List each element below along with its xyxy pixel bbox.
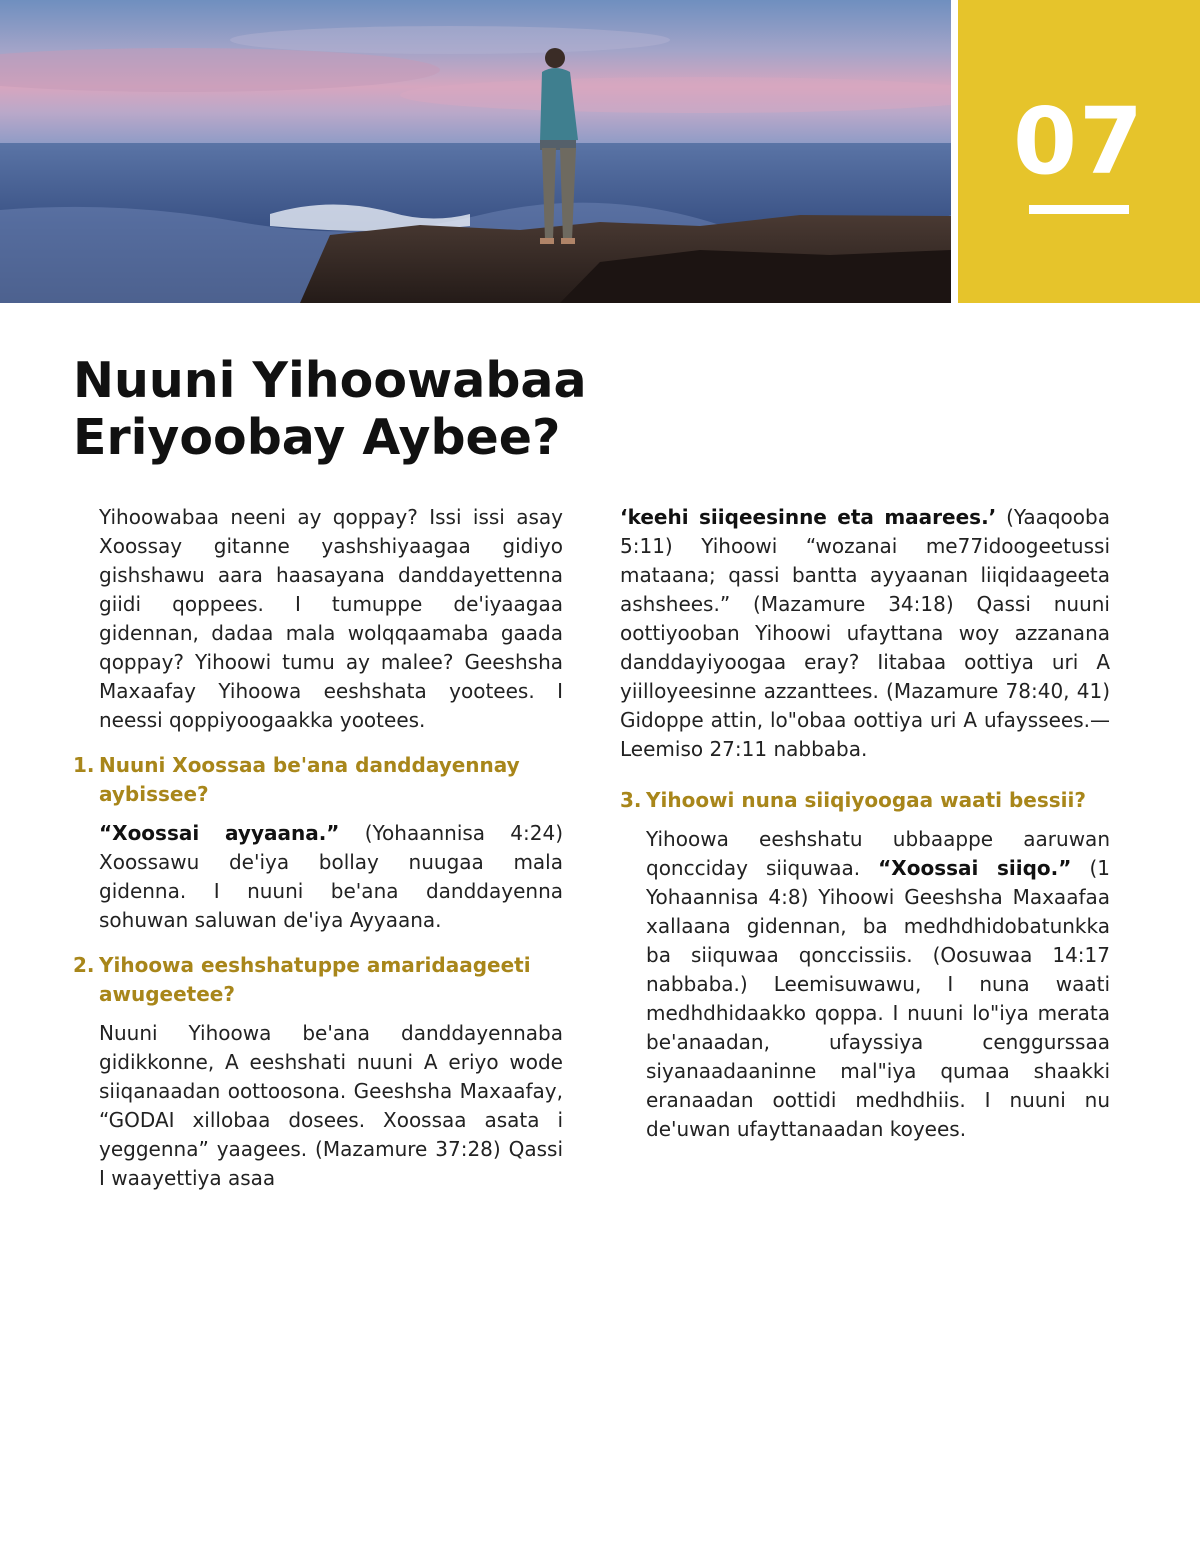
intro-paragraph: Yihoowabaa neeni ay qoppay? Issi issi asay Xoossay gitanne yashshiyaagaa gidiyo gishshawu aara haasayana danddayettenna giidi qoppees. I tumuppe de'iyaagaa gidennan, dadaa mala wolqqaamaba gaada qoppay? Yihoowi tumu ay malee? Geeshsha Maxaafay Yihoowa eeshshata yootees. I neessi qoppiyoogaakka yootees. — [99, 505, 563, 732]
right-column — [620, 503, 1110, 1144]
answer-3 — [620, 825, 1110, 1144]
lesson-number: 07 — [1012, 88, 1146, 195]
left-column — [73, 503, 563, 1193]
question-1-text: Nuuni Xoossaa be'ana danddayennay aybissee? — [99, 753, 520, 806]
answer-2-part-a: Nuuni Yihoowa be'ana danddayennaba gidikkonne, A eeshshati nuuni A eriyo wode siiqanaadan oottoosona. Geeshsha Maxaafay, “GODAI xillobaa dosees. Xoossaa asata i yeggenna” yaagees. (Mazamure 37:28) Qassi I waayettiya asaa — [99, 1021, 563, 1190]
question-1 — [73, 751, 563, 809]
question-2-number: 2. — [73, 953, 95, 977]
answer-3-bold: “Xoossai siiqo.” — [878, 856, 1072, 880]
badge-underline — [1029, 205, 1129, 214]
question-3-text: Yihoowi nuna siiqiyoogaa waati bessii? — [646, 788, 1086, 812]
answer-3-part-a: Yihoowa eeshshatu ubbaappe aaruwan qoncciday siiquwaa. — [646, 827, 1110, 880]
question-2 — [73, 951, 563, 1009]
answer-3-part-b: (1 Yohaannisa 4:8) Yihoowi Geeshsha Maxaafaa xallaana gidennan, ba medhdhidobatunkka ba siiquwaa qonccissiis. (Oosuwaa 14:17 nabbaba.) Leemisuwawu, I nuna waati medhdhidaakko qoppa. I nuuni lo"iya merata be'anaadan, ufayssiya cenggurssaa siyanaadaaninne mal"iya qumaa shaakki eranaadan oottidi medhdhiis. I nuuni nu de'uwan ufayttanaadan koyees. — [646, 856, 1110, 1141]
title-line-1: Nuuni Yihoowabaa — [73, 352, 587, 409]
man-on-rocky-shore-photo — [0, 0, 951, 303]
answer-1-text: (Yohaannisa 4:24) Xoossawu de'iya bollay nuugaa mala gidenna. I nuuni be'ana danddayenna sohuwan saluwan de'iya Ayyaana. — [99, 821, 563, 932]
question-3 — [620, 786, 1110, 815]
question-3-number: 3. — [620, 788, 642, 812]
answer-2-bold: ‘keehi siiqeesinne eta maarees.’ — [620, 505, 997, 529]
question-2-text: Yihoowa eeshshatuppe amaridaageeti awugeetee? — [99, 953, 531, 1006]
hero-photo — [0, 0, 951, 303]
page-title — [73, 352, 587, 466]
answer-1-bold: “Xoossai ayyaana.” — [99, 821, 340, 845]
question-1-number: 1. — [73, 753, 95, 777]
answer-1 — [73, 819, 563, 935]
lesson-number-badge — [958, 0, 1200, 303]
answer-2-continued — [620, 503, 1110, 764]
title-line-2: Eriyoobay Aybee? — [73, 409, 561, 466]
answer-2-part-b: (Yaaqooba 5:11) Yihoowi “wozanai me77idoogeetussi mataana; qassi bantta ayyaanan liiqidaageeta ashshees.” (Mazamure 34:18) Qassi nuuni oottiyooban Yihoowi ufayttana woy azzanana danddayiyoogaa eray? Iitabaa oottiya uri A yiilloyeesinne azzanttees. (Mazamure 78:40, 41) Gidoppe attin, lo"obaa oottiya uri A ufayssees.—Leemiso 27:11 nabbaba. — [620, 505, 1110, 761]
